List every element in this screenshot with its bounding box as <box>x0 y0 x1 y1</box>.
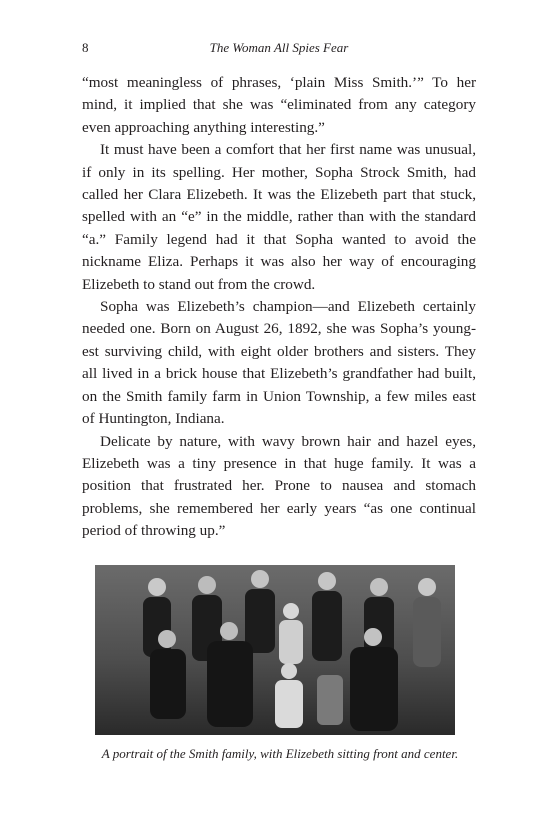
paragraph-2: It must have been a comfort that her first name was unusual, if only in its spelling. Her mother, Sopha Strock Smith, had called her Clara Elizebeth. It was the Elizebeth part that stuck, spelled with an “e” in the middle, rather than with the standard “a.” Family legend had it that Sopha wanted to avoid the nickname Eliza. Perhaps it was also her way of encouraging Elizebeth to stand out from the crowd. <box>82 141 476 293</box>
body-text <box>82 72 476 543</box>
paragraph-1: “most meaningless of phrases, ‘plain Miss Smith.’” To her mind, it implied that she was “eliminated from any category even approaching anything interesting.” <box>82 74 476 136</box>
paragraph-3: Sopha was Elizebeth’s champion—and Elizebeth certainly needed one. Born on August 26, 1892, she was Sopha’s youngest surviving child, with eight older brothers and sisters. They all lived in a brick house that Elizebeth’s grandfather had built, on the Smith family farm in Union Township, a few miles east of Huntington, Indiana. <box>82 298 476 428</box>
page-number: 8 <box>82 40 89 55</box>
family-portrait-illustration <box>95 565 455 735</box>
family-portrait-photo <box>95 565 455 735</box>
running-title: The Woman All Spies Fear <box>209 40 349 55</box>
figure-caption: A portrait of the Smith family, with Elizebeth sitting front and center. <box>101 746 459 761</box>
running-head <box>82 40 476 60</box>
paragraph-4: Delicate by nature, with wavy brown hair and hazel eyes, Elizebeth was a tiny presence in that huge family. It was a position that frustrated her. Prone to nausea and stomach problems, she remembered her early years “as one continual period of throwing up.” <box>82 432 476 540</box>
